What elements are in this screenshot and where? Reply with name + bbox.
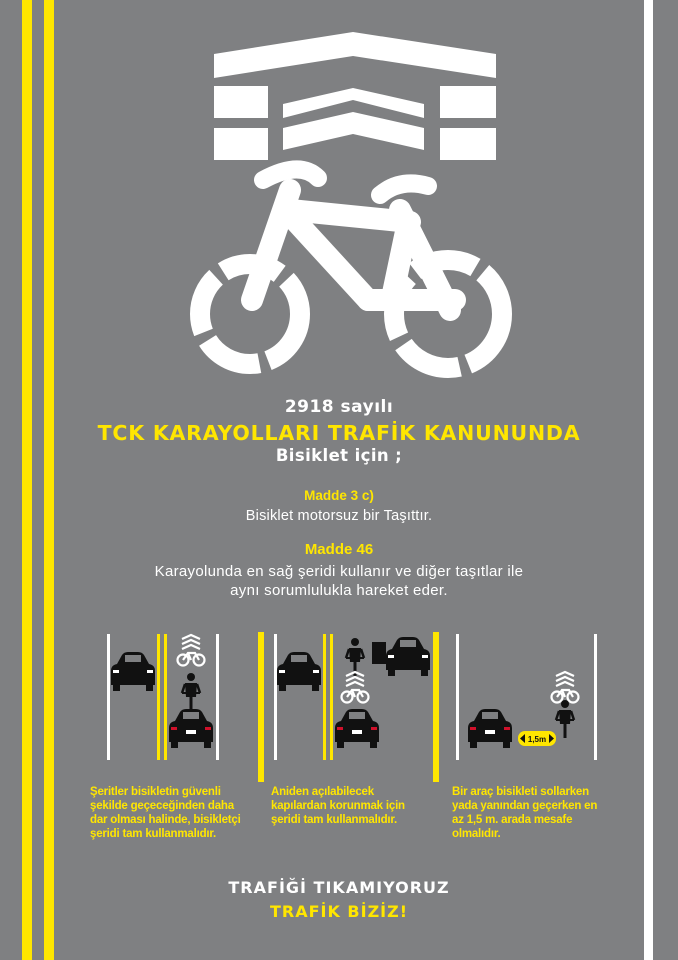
distance-label: 1,5m [527,735,547,744]
panel-3-caption [452,785,622,841]
bicycle-icon [200,169,502,368]
law-title: TCK KARAYOLLARI TRAFİK KANUNUNDA [97,421,581,445]
panel-2-scene [277,637,430,748]
saddle [263,169,318,180]
article-2-text-line-2: aynı sorumlulukla hareket eder. [230,582,448,599]
panel-3-scene [468,672,579,748]
car-icon [468,709,512,748]
mini-sharrow-icon [552,672,579,703]
mini-sharrow-icon [178,635,205,666]
chevron-top-side-left [214,86,268,118]
article-1-heading: Madde 3 c) [304,488,374,503]
chevron-lower-center [283,112,424,150]
article-2-text-line-1: Karayolunda en sağ şeridi kullanır ve diğer taşıtlar ile [154,563,524,580]
slogan-line-2: TRAFİK BİZİZ! [269,902,409,921]
mini-sharrow-icon [342,672,369,703]
car-icon [169,709,213,748]
panel-1-scene [111,635,213,748]
car-icon [277,652,321,691]
caption-line: az 1,5 m. arada mesafe [452,814,573,826]
cyclist-icon [556,700,574,738]
sharrow-marking [0,0,678,390]
law-subtitle: Bisiklet için ; [275,446,403,465]
chevron-lower-right [440,128,496,160]
distance-arrow-icon [518,731,556,746]
slogan-line-1: TRAFİĞİ TIKAMIYORUZ [228,878,450,897]
chevron-top [214,32,496,78]
caption-line: yada yanından geçerken en [452,800,598,812]
handlebar [380,183,428,195]
car-icon [335,709,379,748]
cyclist-icon [346,638,364,676]
cyclist-icon [182,673,200,711]
panel-2-caption [271,785,431,827]
caption-line: dar olması halinde, bisikletçi [90,814,241,826]
chevron-middle-side-right [440,86,496,118]
caption-line: kapılardan korunmak için [271,800,405,812]
article-2-heading: Madde 46 [304,541,374,558]
caption-line: Şeritler bisikletin güvenli [90,786,221,798]
caption-line: Bir araç bisikleti sollarken [452,786,589,798]
article-1-text: Bisiklet motorsuz bir Taşıttır. [245,508,433,524]
caption-line: olmalıdır. [452,828,501,840]
caption-line: şeridi tam kullanmalıdır. [90,828,217,840]
seat-stay [392,222,408,298]
caption-line: şeridi tam kullanmalıdır. [271,814,398,826]
caption-line: Aniden açılabilecek [271,786,374,798]
car-door-open-icon [372,637,430,676]
law-number-line: 2918 sayılı [284,397,394,417]
panel-1-caption [90,785,260,841]
caption-line: şekilde geçeceğinden daha [90,800,234,812]
car-icon [111,652,155,691]
chevron-lower-left [214,128,268,160]
sharrow-chevrons-icon [214,32,496,160]
